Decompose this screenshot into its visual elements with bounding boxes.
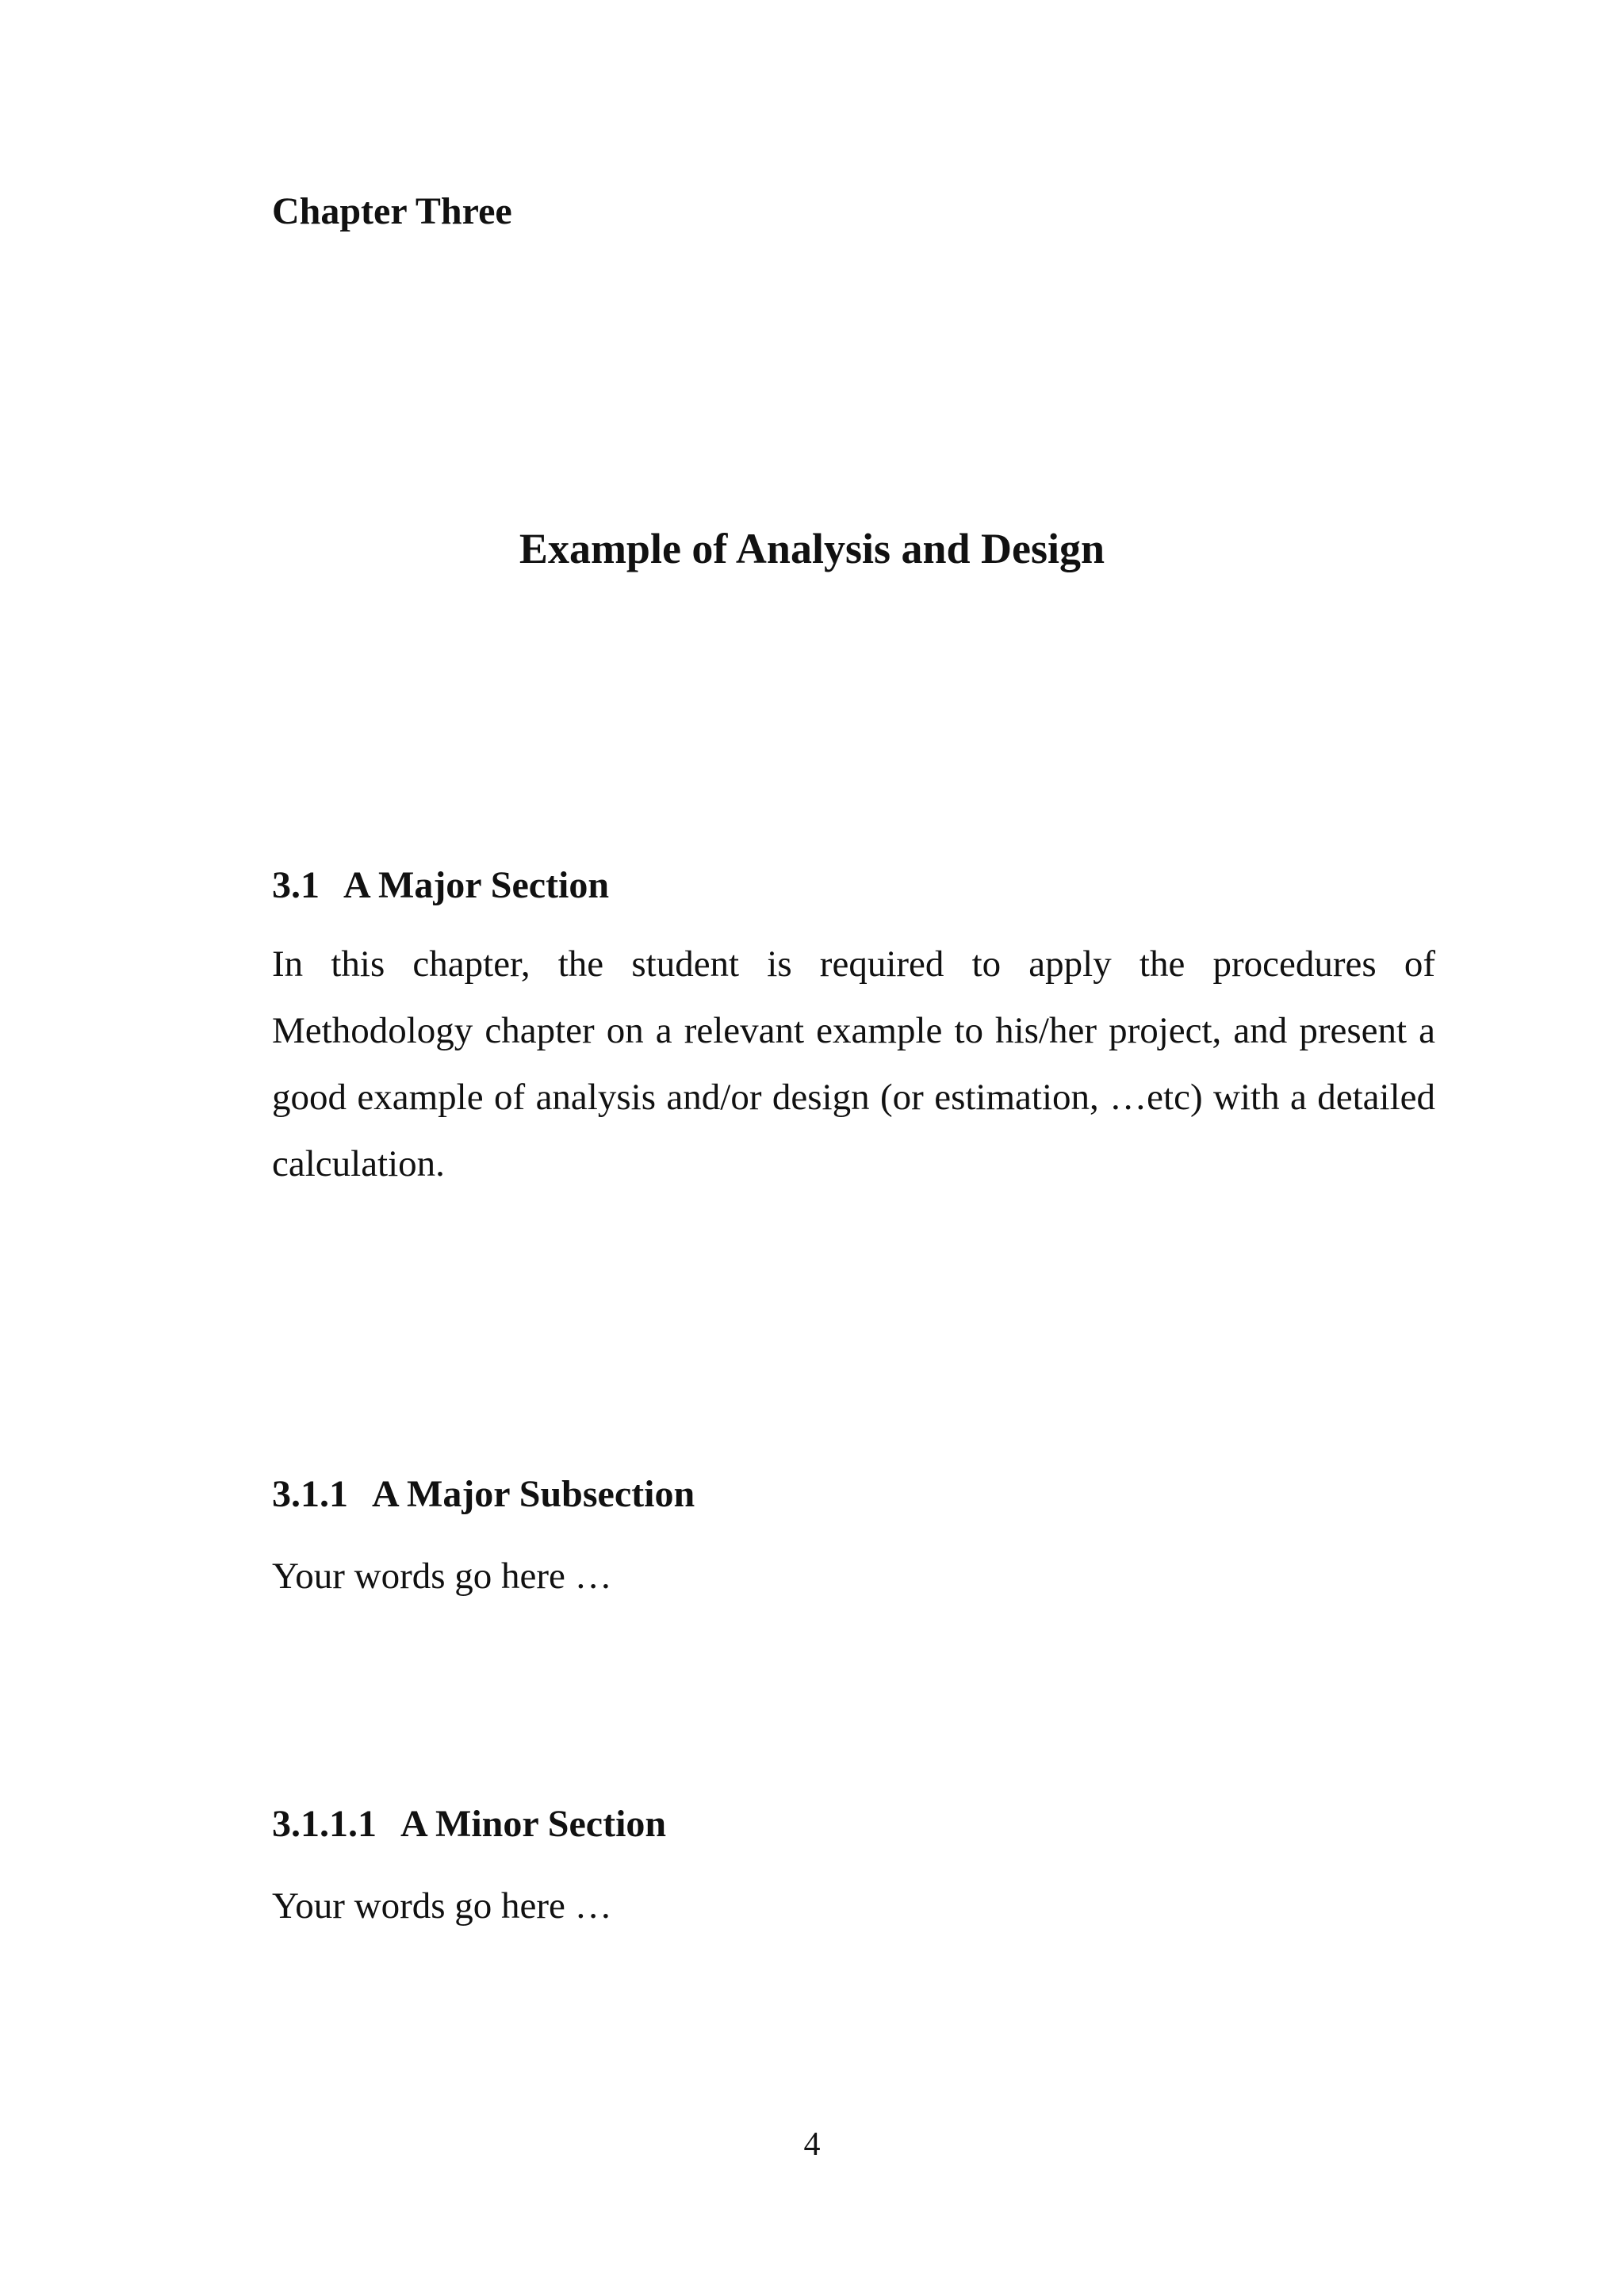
minor-section-body: Your words go here … xyxy=(272,1885,612,1927)
page-number: 4 xyxy=(803,2126,821,2163)
minor-section-title: A Minor Section xyxy=(400,1803,667,1845)
minor-section-number: 3.1.1.1 xyxy=(272,1803,377,1845)
section-body-major: In this chapter, the student is required to apply the procedures of Methodology chapter on a relevant example to his/her project, and present a good example of analysis and/or design (or estimation, …etc) with a detailed calculation. xyxy=(272,943,1435,1184)
section-title: A Major Section xyxy=(343,864,610,906)
subsection-number: 3.1.1 xyxy=(272,1473,348,1515)
chapter-title: Example of Analysis and Design xyxy=(519,525,1105,572)
section-heading-major xyxy=(272,863,609,909)
subsection-body: Your words go here … xyxy=(272,1556,612,1597)
section-heading-subsection xyxy=(272,1471,695,1517)
chapter-label: Chapter Three xyxy=(272,190,512,232)
subsection-title: A Major Subsection xyxy=(372,1473,695,1515)
section-heading-minor xyxy=(272,1801,666,1847)
section-number: 3.1 xyxy=(272,864,320,906)
